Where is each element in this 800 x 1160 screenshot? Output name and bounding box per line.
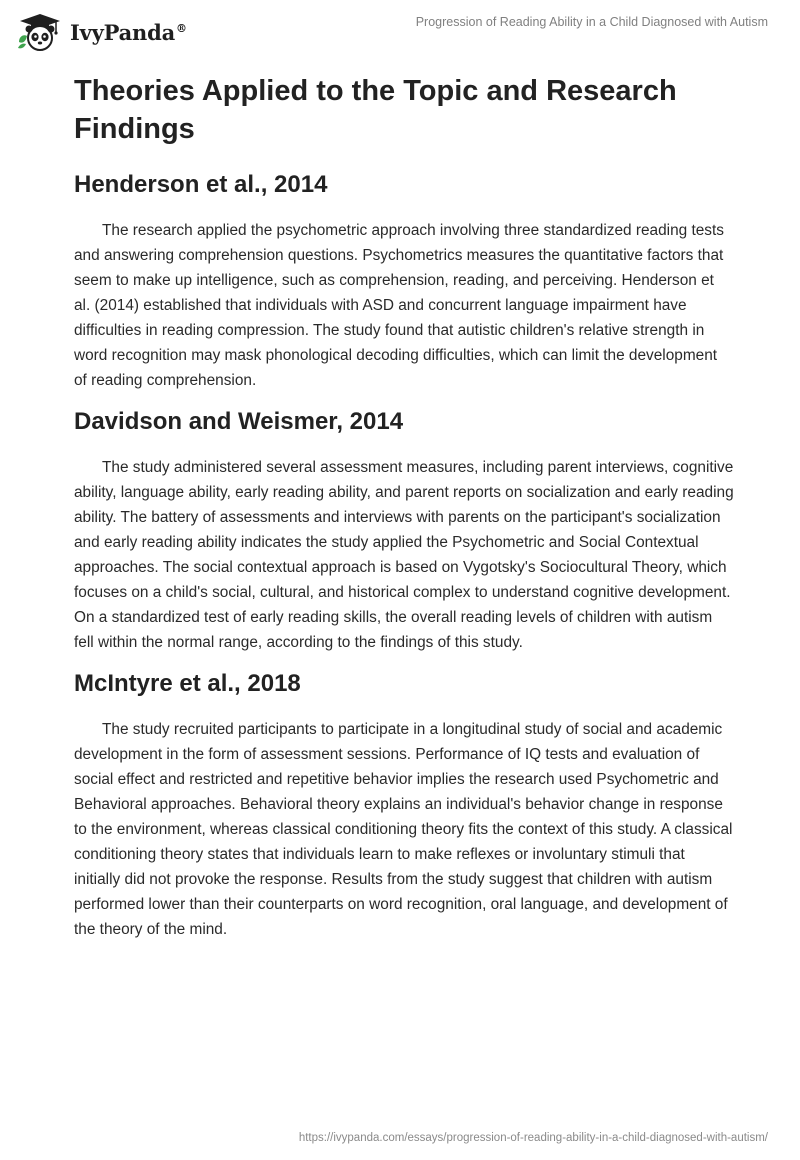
ivypanda-logo[interactable] — [16, 12, 187, 52]
section-mcintyre — [74, 669, 734, 942]
panda-graduate-icon — [16, 12, 64, 52]
section-paragraph: The study administered several assessment measures, including parent interviews, cognitive ability, language ability, early reading ability, and parent reports on socialization and early reading ability. The battery of assessments and interviews with parents on the participant's socialization and early reading ability indicates the study applied the Psychometric and Social Contextual approaches. The social contextual approach is based on Vygotsky's Sociocultural Theory, which focuses on a child's social, cultural, and historical complex to understand cognitive development. On a standardized test of early reading skills, the overall reading levels of children with autism fell within the normal range, according to the findings of this study. — [74, 459, 734, 651]
page-header — [0, 0, 800, 60]
section-henderson — [74, 170, 734, 393]
brand-name-text: IvyPanda — [70, 19, 176, 45]
section-heading: Davidson and Weismer, 2014 — [74, 408, 404, 435]
section-heading: McIntyre et al., 2018 — [74, 670, 301, 697]
source-url-link[interactable]: https://ivypanda.com/essays/progression-of-reading-ability-in-a-child-diagnosed-with-autism/ — [298, 1132, 768, 1144]
brand-name — [70, 20, 187, 45]
page-title: Theories Applied to the Topic and Research Findings — [74, 75, 677, 145]
document-title: Progression of Reading Ability in a Child Diagnosed with Autism — [415, 15, 768, 29]
section-davidson — [74, 407, 734, 655]
article-content — [74, 72, 734, 956]
registered-mark: ® — [176, 21, 187, 35]
section-heading: Henderson et al., 2014 — [74, 171, 328, 198]
section-paragraph: The study recruited participants to participate in a longitudinal study of social and academic development in the form of assessment sessions. Performance of IQ tests and evaluation of social effect and restricted and repetitive behavior implies the research used Psychometric and Behavioral approaches. Behavioral theory explains an individual's behavior change in response to the environment, whereas classical conditioning theory fits the context of this study. A classical conditioning theory states that individuals learn to make reflexes or involuntary stimuli that initially did not provoke the response. Results from the study suggest that children with autism performed lower than their counterparts on word recognition, oral language, and development of the theory of the mind. — [74, 721, 733, 938]
section-paragraph: The research applied the psychometric approach involving three standardized reading tests and answering comprehension questions. Psychometrics measures the quantitative factors that seem to make up intelligence, such as comprehension, reading, and perceiving. Henderson et al. (2014) established that individuals with ASD and concurrent language impairment have difficulties in reading compression. The study found that autistic children's relative strength in word recognition may mask phonological decoding difficulties, which can limit the development of reading comprehension. — [74, 222, 724, 389]
